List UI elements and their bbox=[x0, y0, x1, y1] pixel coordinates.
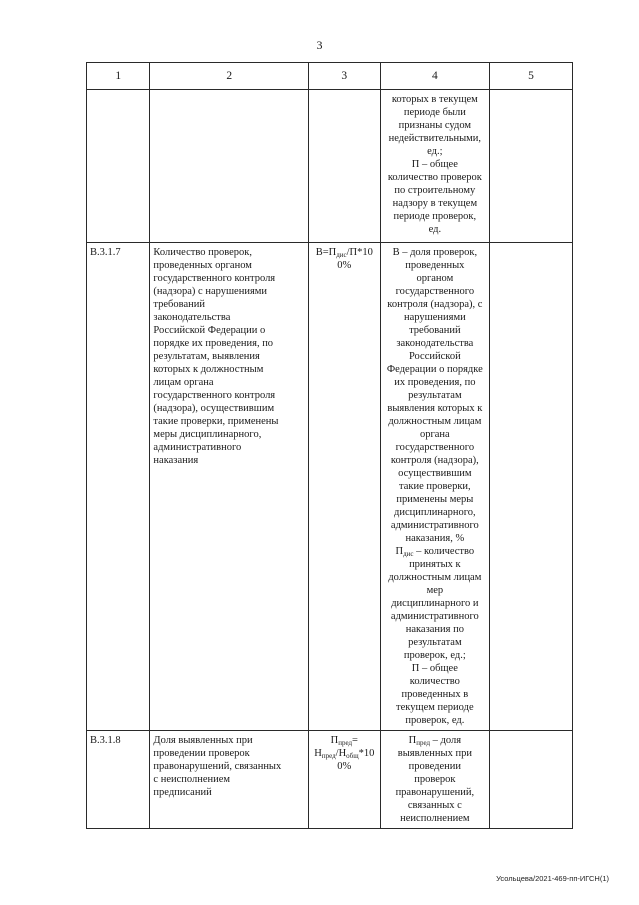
explanation-line: нарушениями bbox=[403, 312, 466, 323]
explanation-line bbox=[384, 545, 486, 558]
indicator-formula-cell bbox=[309, 731, 381, 829]
explanation-line: ед.; bbox=[427, 146, 443, 157]
description-line: Российской Федерации о bbox=[153, 325, 266, 336]
explanation-line: В – доля проверок, bbox=[392, 247, 478, 258]
explanation-line: проверок bbox=[414, 774, 456, 785]
indicator-formula-cell bbox=[309, 243, 381, 731]
description-line: порядке их проведения, по bbox=[153, 338, 274, 349]
description-line: правонарушений, связанных bbox=[153, 761, 282, 772]
explanation-line: ед. bbox=[428, 224, 442, 235]
explanation-line: Федерации о порядке bbox=[386, 364, 483, 375]
explanation-line: надзору в текущем bbox=[392, 198, 478, 209]
indicator-code-cell: В.3.1.8 bbox=[87, 731, 150, 829]
description-line: лицам органа bbox=[153, 377, 214, 388]
indicator-notes-cell bbox=[490, 731, 573, 829]
explanation-line: должностным лицам bbox=[388, 572, 482, 583]
explanation-line: органа bbox=[419, 429, 450, 440]
indicator-description-cell bbox=[150, 243, 309, 731]
explanation-line: проведении bbox=[408, 761, 462, 772]
explanation-line: требований bbox=[409, 325, 461, 336]
formula-part: = bbox=[352, 735, 358, 746]
explanation-line: по строительному bbox=[394, 185, 476, 196]
explanation-line: наказания, % bbox=[405, 533, 465, 544]
formula-line: 0% bbox=[337, 761, 352, 772]
indicator-description-cell bbox=[150, 731, 309, 829]
explanation-line: государственного bbox=[395, 442, 475, 453]
explanation-line: органом bbox=[416, 273, 454, 284]
indicator-explanation-cell bbox=[380, 90, 489, 243]
formula-part: Н bbox=[314, 748, 322, 759]
explanation-line: принятых к bbox=[409, 559, 461, 570]
table-header-row bbox=[87, 63, 573, 90]
formula-subscript: пред bbox=[321, 752, 336, 760]
description-line: проведенных органом bbox=[153, 260, 252, 271]
column-header-3: 3 bbox=[309, 63, 381, 90]
formula-subscript: пред bbox=[338, 739, 353, 747]
explanation-line: законодательства bbox=[396, 338, 474, 349]
explanation-subscript: пред bbox=[416, 739, 431, 747]
description-line: законодательства bbox=[153, 312, 231, 323]
description-line: результатам, выявления bbox=[153, 351, 260, 362]
explanation-line: такие проверки, bbox=[399, 481, 471, 492]
formula-subscript: общ bbox=[346, 752, 359, 760]
indicator-table bbox=[86, 62, 573, 829]
column-header-4: 4 bbox=[380, 63, 489, 90]
indicator-code-cell: В.3.1.7 bbox=[87, 243, 150, 731]
description-line: предписаний bbox=[153, 787, 212, 798]
explanation-line: дисциплинарного и bbox=[391, 598, 479, 609]
explanation-line: их проведения, по bbox=[394, 377, 476, 388]
explanation-line: административного bbox=[390, 520, 479, 531]
formula-line: 0% bbox=[337, 260, 352, 271]
column-header-2: 2 bbox=[150, 63, 309, 90]
explanation-line: П – общее bbox=[411, 663, 458, 674]
explanation-line: периоде были bbox=[403, 107, 466, 118]
explanation-line: признаны судом bbox=[398, 120, 472, 131]
indicator-formula-cell bbox=[309, 90, 381, 243]
indicator-notes-cell bbox=[490, 90, 573, 243]
description-line: меры дисциплинарного, bbox=[153, 429, 262, 440]
formula-part: П bbox=[330, 735, 339, 746]
indicator-notes-cell bbox=[490, 243, 573, 731]
indicator-explanation-cell bbox=[380, 731, 489, 829]
explanation-line: связанных с bbox=[407, 800, 462, 811]
explanation-part: П bbox=[395, 546, 404, 557]
page-number: 3 bbox=[316, 38, 323, 52]
explanation-line: количество проверок bbox=[387, 172, 482, 183]
explanation-line: применены меры bbox=[396, 494, 474, 505]
explanation-line: текущем периоде bbox=[396, 702, 474, 713]
description-line: такие проверки, применены bbox=[153, 416, 279, 427]
table-row bbox=[87, 731, 573, 829]
description-line: наказания bbox=[153, 455, 199, 466]
explanation-line: мер bbox=[426, 585, 444, 596]
explanation-line bbox=[384, 734, 486, 747]
explanation-line: контроля (надзора), bbox=[390, 455, 479, 466]
column-header-5: 5 bbox=[490, 63, 573, 90]
document-footer-id: Усольцева/2021-469-пп-ИГСН(1) bbox=[496, 874, 609, 883]
description-line: Количество проверок, bbox=[153, 247, 252, 258]
indicator-explanation-cell bbox=[380, 243, 489, 731]
explanation-line: проверок, ед. bbox=[405, 715, 465, 726]
formula-part: В=П bbox=[315, 247, 337, 258]
explanation-line: дисциплинарного, bbox=[394, 507, 476, 518]
column-header-1: 1 bbox=[87, 63, 150, 90]
description-line: государственного контроля bbox=[153, 273, 276, 284]
explanation-line: правонарушений, bbox=[395, 787, 475, 798]
indicator-description-cell bbox=[150, 90, 309, 243]
explanation-subscript: дис bbox=[403, 550, 414, 558]
formula-part: /П*10 bbox=[346, 247, 373, 258]
table-row bbox=[87, 243, 573, 731]
description-line: (надзора) с нарушениями bbox=[153, 286, 268, 297]
explanation-line: количество bbox=[409, 676, 460, 687]
explanation-line: П – общее bbox=[411, 159, 458, 170]
explanation-part: – доля bbox=[430, 735, 462, 746]
explanation-line: результатам bbox=[408, 637, 462, 648]
explanation-line: недействительными, bbox=[388, 133, 482, 144]
explanation-line: государственного bbox=[395, 286, 475, 297]
explanation-line: должностным лицам bbox=[388, 416, 482, 427]
formula-line bbox=[312, 747, 377, 760]
explanation-line: проверок, ед.; bbox=[403, 650, 466, 661]
description-line: Доля выявленных при bbox=[153, 735, 253, 746]
description-line: с неисполнением bbox=[153, 774, 231, 785]
description-line: проведении проверок bbox=[153, 748, 250, 759]
formula-subscript: дис bbox=[336, 251, 347, 259]
description-line: государственного контроля bbox=[153, 390, 276, 401]
explanation-line: выявленных при bbox=[397, 748, 472, 759]
explanation-line: проведенных в bbox=[401, 689, 469, 700]
formula-line bbox=[312, 246, 377, 259]
explanation-line: контроля (надзора), с bbox=[387, 299, 483, 310]
table-row bbox=[87, 90, 573, 243]
explanation-line: наказания по bbox=[405, 624, 464, 635]
description-line: административного bbox=[153, 442, 242, 453]
explanation-line: которых в текущем bbox=[391, 94, 478, 105]
formula-line bbox=[312, 734, 377, 747]
indicator-code-cell bbox=[87, 90, 150, 243]
explanation-line: неисполнением bbox=[400, 813, 470, 824]
explanation-line: Российской bbox=[408, 351, 461, 362]
formula-part: *10 bbox=[358, 748, 375, 759]
explanation-line: административного bbox=[390, 611, 479, 622]
explanation-line: результатам bbox=[408, 390, 462, 401]
explanation-part: П bbox=[408, 735, 417, 746]
description-line: требований bbox=[153, 299, 205, 310]
explanation-line: проведенных bbox=[405, 260, 465, 271]
explanation-line: осуществившим bbox=[398, 468, 472, 479]
formula-part: /Н bbox=[335, 748, 347, 759]
explanation-part: – количество bbox=[413, 546, 475, 557]
explanation-line: периоде проверок, bbox=[393, 211, 477, 222]
description-line: (надзора), осуществившим bbox=[153, 403, 275, 414]
description-line: которых к должностным bbox=[153, 364, 264, 375]
explanation-line: выявления которых к bbox=[387, 403, 483, 414]
